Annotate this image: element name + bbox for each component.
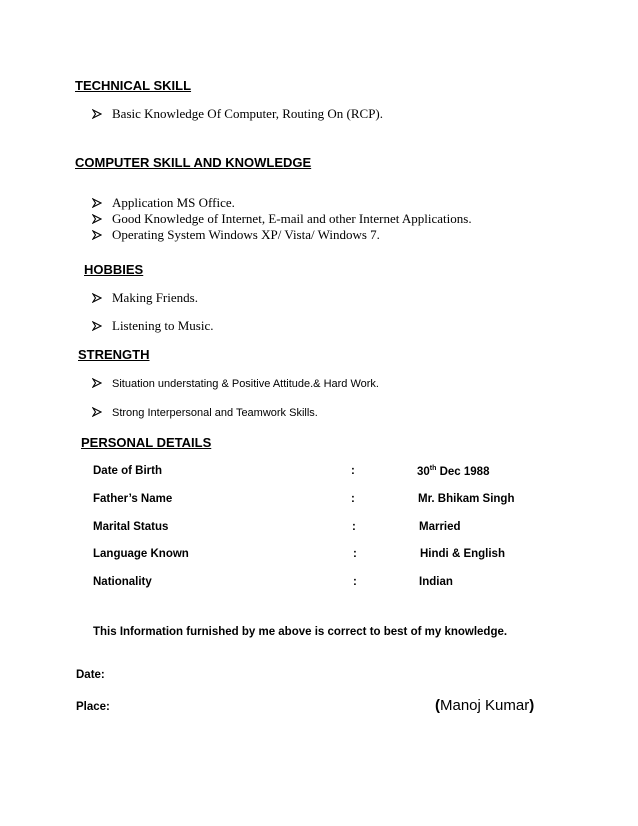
dob-separator: : [351,465,355,477]
arrowhead-bullet-icon [92,407,102,417]
nationality-separator: : [353,576,357,588]
arrowhead-bullet-icon [92,198,102,208]
arrowhead-bullet-icon [92,214,102,224]
personal-details-heading: PERSONAL DETAILS [81,435,212,450]
fathers-name-separator: : [351,493,355,505]
strength-item: Situation understating & Positive Attitude.& Hard Work. [92,378,379,390]
signature-name: (Manoj Kumar) [435,697,535,714]
nationality-label: Nationality [93,576,152,588]
arrowhead-bullet-icon [92,230,102,240]
hobbies-item: Listening to Music. [92,318,213,334]
strength-item: Strong Interpersonal and Teamwork Skills. [92,407,318,419]
technical-skill-item: Basic Knowledge Of Computer, Routing On (RCP). [92,106,383,122]
marital-status-value: Married [419,521,461,533]
place-label: Place: [76,701,110,713]
computer-skill-heading: COMPUTER SKILL AND KNOWLEDGE [75,155,312,170]
hobbies-heading: HOBBIES [84,262,144,277]
dob-value: 30th Dec 1988 [417,465,490,478]
computer-skill-item: Application MS Office. [92,195,235,211]
marital-status-separator: : [352,521,356,533]
computer-skill-item: Operating System Windows XP/ Vista/ Windows 7. [92,227,380,243]
dob-label: Date of Birth [93,465,162,477]
arrowhead-bullet-icon [92,378,102,388]
arrowhead-bullet-icon [92,293,102,303]
technical-skill-heading: TECHNICAL SKILL [75,78,192,93]
hobbies-item: Making Friends. [92,290,198,306]
computer-skill-item: Good Knowledge of Internet, E-mail and other Internet Applications. [92,211,472,227]
nationality-value: Indian [419,576,453,588]
language-known-label: Language Known [93,548,189,560]
arrowhead-bullet-icon [92,321,102,331]
strength-heading: STRENGTH [78,347,150,362]
date-label: Date: [76,669,105,681]
declaration-text: This Information furnished by me above is correct to best of my knowledge. [93,626,508,638]
marital-status-label: Marital Status [93,521,169,533]
language-known-separator: : [353,548,357,560]
fathers-name-label: Father’s Name [93,493,173,505]
language-known-value: Hindi & English [420,548,505,560]
fathers-name-value: Mr. Bhikam Singh [418,493,515,505]
arrowhead-bullet-icon [92,109,102,119]
